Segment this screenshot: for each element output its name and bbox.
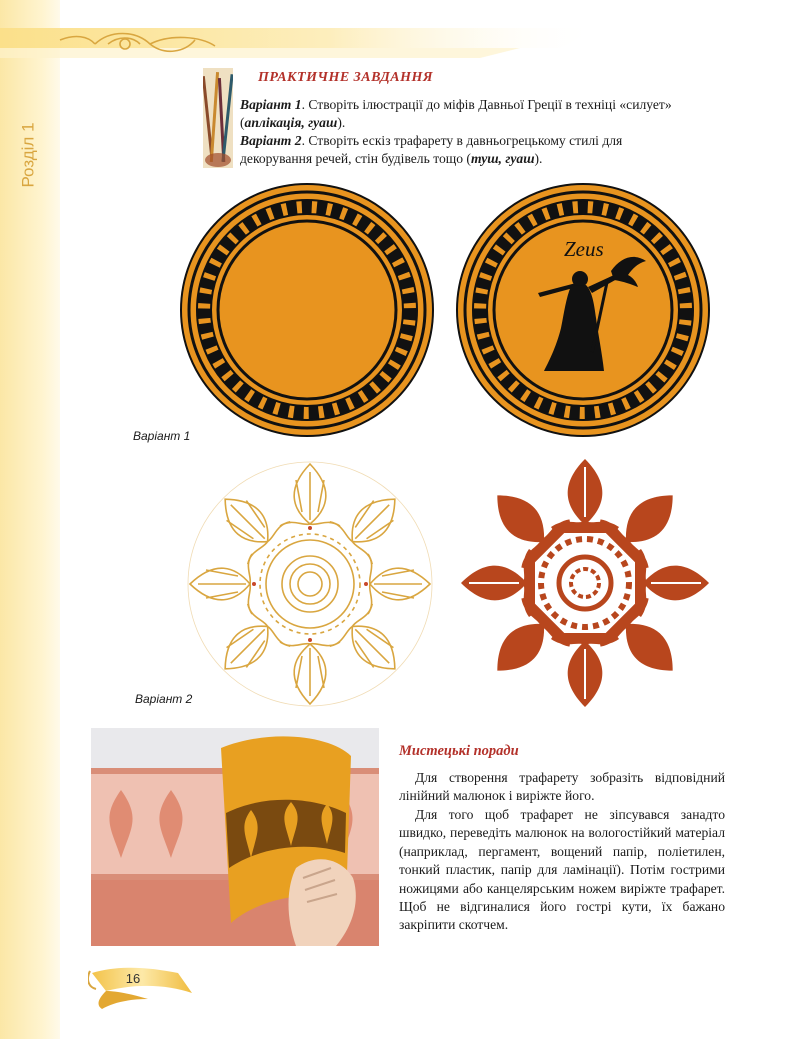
variant1-line1: [240, 96, 726, 114]
tip-paragraph-2: Для того щоб трафарет не зіпсувався занадто швидко, переведіть малюнок на вологостійкий матеріал (наприклад, пергамент, вощений папір, поліетилен, тонкий пластик, папір для ламінації). Потім гострими ножицями або канцелярським ножем виріжте трафарет. Щоб не відгиналися його гострі кути, їх бажано закріпити скотчем.: [399, 807, 725, 933]
tip-paragraph-1: Для створення трафарету зобразіть відповідний лінійний малюнок і виріжте його.: [399, 770, 725, 804]
task-heading: ПРАКТИЧНЕ ЗАВДАННЯ: [258, 70, 434, 85]
brushes-thumbnail: [203, 68, 233, 168]
variant2-text-2: декорування речей, стін будівель тощо (: [240, 151, 471, 166]
variant2-line2: [240, 150, 726, 168]
tips-heading: Мистецькі поради: [399, 743, 519, 759]
variant1-line2: [240, 114, 726, 132]
rosette-outline-stencil: [184, 458, 436, 710]
variant1-materials: аплікація, гуаш: [244, 115, 338, 130]
variant2-line1: [240, 132, 726, 150]
variant2-label: Варіант 2: [240, 133, 302, 148]
section-label: [4, 100, 54, 210]
plate-meander-empty: [180, 183, 434, 437]
plate-meander-zeus: [456, 183, 710, 437]
variant2-paren-close: ).: [534, 151, 543, 166]
header-ribbon: [0, 0, 800, 70]
variant1-paren-open: (: [240, 115, 245, 130]
caption-variant-2: Варіант 2: [135, 692, 193, 706]
variant2-materials: туш, гуаш: [470, 151, 535, 166]
section-label-text: Розділ 1: [19, 122, 39, 188]
rosette-cut-stencil: [458, 456, 712, 710]
variant2-text: . Створіть ескіз трафарету в давньогрецькому стилі для: [301, 133, 623, 148]
page-number: 16: [125, 971, 141, 986]
variant1-paren-close: ).: [337, 115, 346, 130]
zeus-inscription: Zeus: [564, 237, 604, 261]
variant1-label: Варіант 1: [240, 97, 302, 112]
caption-variant-1: Варіант 1: [133, 429, 191, 443]
variant1-text: . Створіть ілюстрації до міфів Давньої Греції в техніці «силует»: [301, 97, 672, 112]
stencil-photo: [91, 728, 379, 946]
